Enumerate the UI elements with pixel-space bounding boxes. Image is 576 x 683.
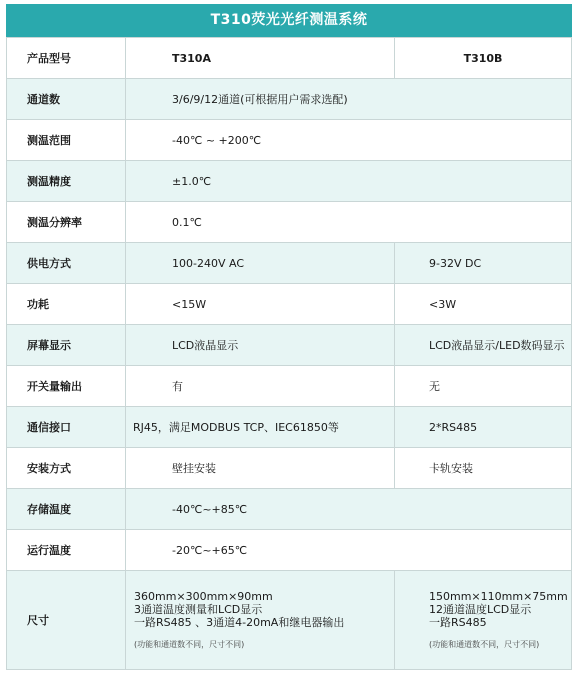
- value-b: LCD液晶显示/LED数码显示: [395, 325, 572, 366]
- row-value: ±1.0℃: [126, 161, 572, 202]
- value-b: <3W: [395, 284, 572, 325]
- row-label: 测温分辨率: [7, 202, 126, 243]
- table-row-size: [7, 571, 572, 670]
- table-row-resolution: [7, 202, 572, 243]
- value-b: 卡轨安装: [395, 448, 572, 489]
- table-row-channels: [7, 79, 572, 120]
- spec-sheet: [6, 4, 572, 670]
- row-value: -20℃~+65℃: [126, 530, 572, 571]
- row-value: 0.1℃: [126, 202, 572, 243]
- value-a: 100-240V AC: [126, 243, 395, 284]
- size-a: [126, 571, 395, 670]
- row-label: 测温范围: [7, 120, 126, 161]
- spec-table: [6, 37, 572, 670]
- value-b: 2*RS485: [395, 407, 572, 448]
- row-label: 功耗: [7, 284, 126, 325]
- table-row-installation: [7, 448, 572, 489]
- value-a: 有: [126, 366, 395, 407]
- row-label: 供电方式: [7, 243, 126, 284]
- value-b: 无: [395, 366, 572, 407]
- table-row-range: [7, 120, 572, 161]
- row-label: 测温精度: [7, 161, 126, 202]
- table-row-power-supply: [7, 243, 572, 284]
- value-a: LCD液晶显示: [126, 325, 395, 366]
- size-a-line: 3通道温度测量和LCD显示: [134, 602, 263, 616]
- value-b: 9-32V DC: [395, 243, 572, 284]
- size-b-line: 一路RS485: [429, 615, 487, 629]
- row-value: -40℃ ~ +200℃: [126, 120, 572, 161]
- row-label: 通信接口: [7, 407, 126, 448]
- size-a-note: (功能和通道数不同，尺寸不同): [134, 639, 245, 649]
- size-b-line: 150mm×110mm×75mm: [429, 589, 568, 603]
- size-a-line: 一路RS485 、3通道4-20mA和继电器输出: [134, 615, 345, 629]
- row-label: 尺寸: [7, 571, 126, 670]
- row-label: 安装方式: [7, 448, 126, 489]
- table-row-accuracy: [7, 161, 572, 202]
- size-a-line: 360mm×300mm×90mm: [134, 589, 273, 603]
- value-a: RJ45，满足MODBUS TCP、IEC61850等: [126, 407, 395, 448]
- table-row-model: [7, 38, 572, 79]
- model-a: T310A: [126, 38, 395, 79]
- row-value: -40℃~+85℃: [126, 489, 572, 530]
- row-label: 通道数: [7, 79, 126, 120]
- row-label: 产品型号: [7, 38, 126, 79]
- row-label: 开关量输出: [7, 366, 126, 407]
- table-title: T310荧光光纤测温系统: [6, 4, 572, 37]
- table-row-power-consumption: [7, 284, 572, 325]
- value-a: 壁挂安装: [126, 448, 395, 489]
- table-row-display: [7, 325, 572, 366]
- value-a: <15W: [126, 284, 395, 325]
- row-label: 运行温度: [7, 530, 126, 571]
- size-b-note: (功能和通道数不同，尺寸不同): [429, 639, 540, 649]
- size-b-line: 12通道温度LCD显示: [429, 602, 532, 616]
- table-row-switch-output: [7, 366, 572, 407]
- row-label: 存储温度: [7, 489, 126, 530]
- table-row-operating-temp: [7, 530, 572, 571]
- row-label: 屏幕显示: [7, 325, 126, 366]
- table-row-interface: [7, 407, 572, 448]
- size-b: [395, 571, 572, 670]
- table-row-storage-temp: [7, 489, 572, 530]
- row-value: 3/6/9/12通道(可根据用户需求选配): [126, 79, 572, 120]
- model-b: T310B: [395, 38, 572, 79]
